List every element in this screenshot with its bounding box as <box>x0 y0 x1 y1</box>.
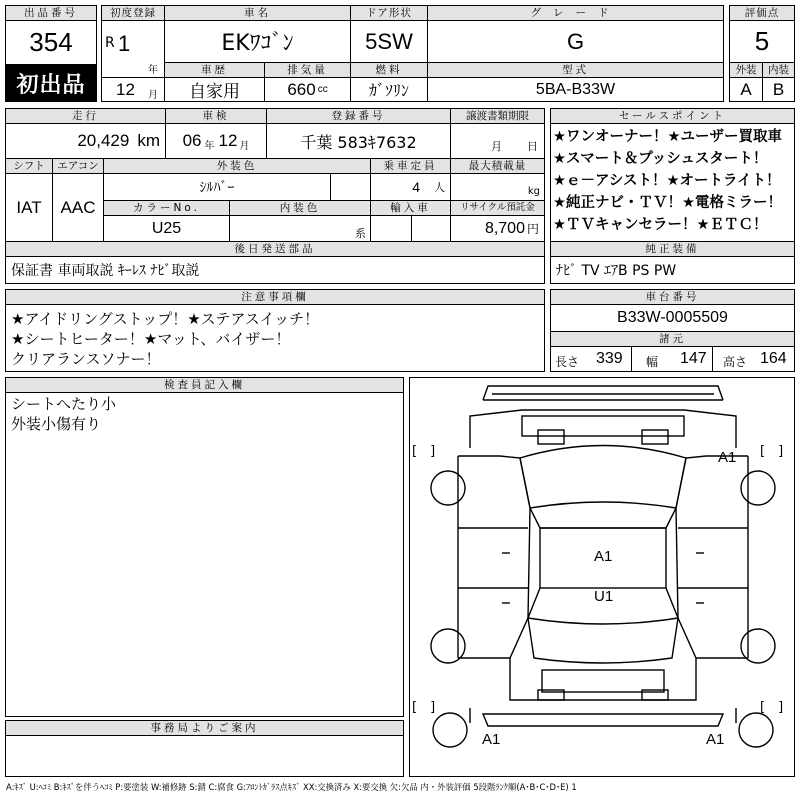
shift: IAT <box>5 173 53 242</box>
front-bumper-outline <box>483 386 723 400</box>
office-notice-label: 事務局よりご案内 <box>5 720 404 736</box>
dimension-width <box>631 346 713 372</box>
plate-number: 千葉 583ｷ7632 <box>266 123 451 159</box>
grille-outline <box>522 416 684 436</box>
chassis-number-label: 車台番号 <box>550 289 795 305</box>
history-label: 車歴 <box>164 62 265 78</box>
wheel-rear-right <box>741 629 775 663</box>
inspector-notes-label: 検査員記入欄 <box>5 377 404 393</box>
notes: ★アイドリングストップ！★ステアスイッチ！ ★シートヒーター！★マット、バイザー！ クリアランスソナー！ <box>5 304 545 372</box>
transfer-deadline-label: 譲渡書類期限 <box>450 108 545 124</box>
inspection-year: 06 <box>182 131 202 150</box>
dimension-length <box>550 346 632 372</box>
mileage-label: 走行 <box>5 108 166 124</box>
inspection-expiry <box>165 123 267 159</box>
overall-score: 5 <box>729 20 795 63</box>
notes-label: 注意事項欄 <box>5 289 545 305</box>
mileage-unit: km <box>137 131 160 150</box>
registration-month: 12 <box>116 80 135 99</box>
later-parts-label: 後日発送部品 <box>5 241 545 257</box>
fuel: ｶﾞｿﾘﾝ <box>350 77 428 102</box>
rear-glass-outline <box>528 618 678 663</box>
transfer-day-unit: 日 <box>527 140 538 153</box>
sales-points: ★ワンオーナー！★ユーザー買取車 ★スマート＆プッシュスタート！ ★ｅ－アシスト！★オートライト！ ★純正ナビ・ＴＶ！★電格ミラー！ ★ＴＶキャンセラー！★ＥＴＣ！ <box>550 123 795 242</box>
sales-points-label: セールスポイント <box>550 108 795 124</box>
inspection-label: 車検 <box>165 108 267 124</box>
import-cell-b <box>411 215 451 242</box>
grade: G <box>427 20 724 63</box>
fuel-label: 燃料 <box>350 62 428 78</box>
mileage-value: 20,429 <box>77 131 130 150</box>
lot-number-label: 出品番号 <box>5 5 97 21</box>
exterior-color-label: 外装色 <box>103 158 371 174</box>
car-damage-diagram <box>409 377 795 777</box>
spare-circle-left <box>433 713 467 747</box>
displacement <box>264 77 351 102</box>
interior-color-unit: 系 <box>355 227 366 240</box>
max-load-unit: kg <box>527 186 540 197</box>
front-left-bracket: [ ] <box>412 444 436 459</box>
rear-right-bracket: [ ] <box>760 700 784 715</box>
capacity-label: 乗車定員 <box>370 158 451 174</box>
exterior-grade: A <box>729 77 763 102</box>
inspection-year-unit: 年 <box>204 140 215 152</box>
exterior-grade-label: 外装 <box>729 62 763 78</box>
headlight-left <box>538 430 564 444</box>
front-roof-edge <box>530 508 676 528</box>
equipment: ﾅﾋﾞ TV ｴｱB PS PW <box>550 256 795 284</box>
capacity <box>370 173 451 201</box>
length-label: 長さ <box>555 355 580 369</box>
rear-gate <box>542 670 664 692</box>
rear-bumper-outline <box>483 714 723 726</box>
plate-label: 登録番号 <box>266 108 451 124</box>
length-value: 339 <box>596 350 623 367</box>
headlight-right <box>642 430 668 444</box>
damage-mark-a1-roof: A1 <box>594 548 613 565</box>
mileage <box>5 123 166 159</box>
exterior-color: ｼﾙﾊﾞｰ <box>103 173 331 201</box>
right-side-body <box>676 456 748 658</box>
car-name: EKﾜｺﾞﾝ <box>164 20 351 63</box>
width-value: 147 <box>680 350 707 367</box>
lot-number: 354 <box>5 20 97 65</box>
left-side-body <box>458 456 530 658</box>
transfer-deadline <box>450 123 545 159</box>
shift-label: シフト <box>5 158 53 174</box>
aircon-label: エアコン <box>52 158 104 174</box>
history: 自家用 <box>164 77 265 102</box>
spare-circle-right <box>739 713 773 747</box>
recycle-fee-value: 8,700 <box>484 219 525 237</box>
aircon: AAC <box>52 173 104 242</box>
car-outline-svg <box>410 378 795 777</box>
registration-year: 1 <box>118 31 131 56</box>
chassis-number: B33W-0005509 <box>550 304 795 332</box>
inspection-month-unit: 月 <box>239 140 250 152</box>
max-load <box>450 173 545 201</box>
office-notice <box>5 735 404 777</box>
displacement-unit: cc <box>317 84 328 95</box>
era-mark: R <box>105 35 115 51</box>
equipment-label: 純正装備 <box>550 241 795 257</box>
inspector-notes: シートへたり小 外装小傷有り <box>5 392 404 717</box>
recycle-fee-unit: 円 <box>526 222 539 236</box>
transfer-month-unit: 月 <box>491 140 502 153</box>
color-number-label: カラーNo. <box>103 200 230 216</box>
grade-label: グレード <box>427 5 724 21</box>
model-code: 5BA-B33W <box>427 77 724 102</box>
later-parts: 保証書 車両取説 ｷｰﾚｽ ﾅﾋﾞ取説 <box>5 256 545 284</box>
damage-mark-a1-rear-left: A1 <box>482 731 501 748</box>
dimension-height <box>712 346 795 372</box>
first-listing-badge: 初出品 <box>5 64 97 102</box>
wheel-rear-left <box>431 629 465 663</box>
model-code-label: 型式 <box>427 62 724 78</box>
first-registration-label: 初度登録 <box>101 5 165 21</box>
interior-color <box>229 215 371 242</box>
door-type: 5SW <box>350 20 428 63</box>
wheel-front-left <box>431 471 465 505</box>
wheel-front-right <box>741 471 775 505</box>
interior-color-label: 内装色 <box>229 200 371 216</box>
capacity-unit: 人 <box>434 181 445 194</box>
damage-mark-u1-rear-roof: U1 <box>594 588 614 605</box>
interior-grade: B <box>762 77 795 102</box>
height-label: 高さ <box>723 355 748 369</box>
legend: A:ｷｽﾞ U:ﾍｺﾐ B:ｷｽﾞを伴うﾍｺﾐ P:要塗装 W:補修跡 S:錆 C:腐食 G:ﾌﾛﾝﾄｶﾞﾗｽ点ｷｽﾞ XX:交換済み X:要交換 欠:欠品 内・外装評価 5段階ﾗﾝｸ順(A･B･C･D･E) 1 <box>6 782 577 792</box>
month-unit: 月 <box>148 90 158 101</box>
import-label: 輸入車 <box>370 200 451 216</box>
first-registration-month <box>101 77 165 102</box>
height-value: 164 <box>760 350 787 367</box>
exterior-color-extra <box>330 173 371 201</box>
front-right-bracket: [ ] <box>760 444 784 459</box>
damage-mark-a1-right-fender: A1 <box>718 449 737 466</box>
width-label: 幅 <box>646 355 659 369</box>
max-load-label: 最大積載量 <box>450 158 545 174</box>
windshield-outline <box>520 446 686 509</box>
score-label: 評価点 <box>729 5 795 21</box>
capacity-value: 4 <box>412 179 420 195</box>
interior-grade-label: 内装 <box>762 62 795 78</box>
inspection-month: 12 <box>218 131 238 150</box>
rear-corner-lines <box>470 708 736 723</box>
color-number: U25 <box>103 215 230 242</box>
import-cell-a <box>370 215 412 242</box>
dimensions-label: 諸元 <box>550 331 795 347</box>
displacement-label: 排気量 <box>264 62 351 78</box>
first-registration-year <box>101 20 165 78</box>
damage-mark-a1-rear-right: A1 <box>706 731 725 748</box>
recycle-fee <box>450 215 545 242</box>
recycle-fee-label: リサイクル預託金 <box>450 200 545 216</box>
car-name-label: 車名 <box>164 5 351 21</box>
door-type-label: ドア形状 <box>350 5 428 21</box>
displacement-value: 660 <box>287 79 316 99</box>
year-unit: 年 <box>148 65 158 76</box>
rear-left-bracket: [ ] <box>412 700 436 715</box>
